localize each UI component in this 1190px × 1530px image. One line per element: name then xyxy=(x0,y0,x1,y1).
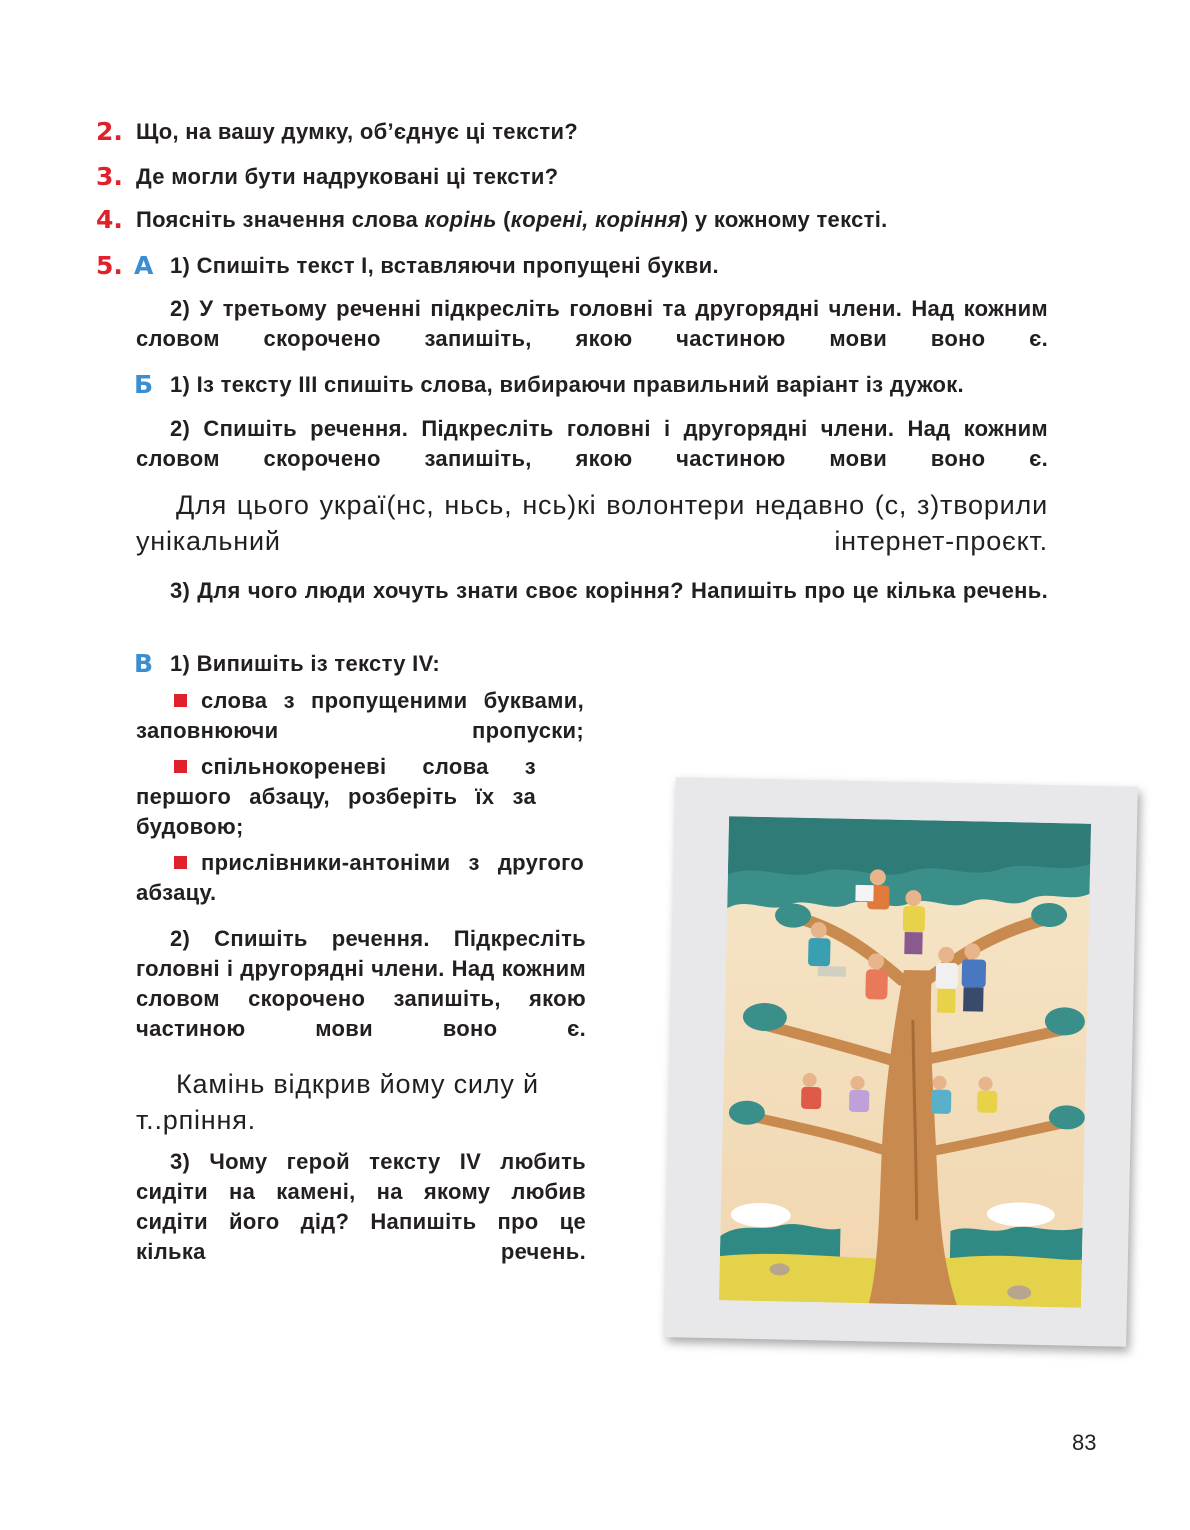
bullet-item-2 xyxy=(136,752,536,842)
level-v-step-1: 1) Випишіть із тексту IV: xyxy=(170,651,440,676)
level-b-step-1: 1) Із тексту ІІІ спишіть слова, вибираючи правильний варіант із дужок. xyxy=(170,372,964,397)
task-4-text xyxy=(136,205,888,235)
level-b-example-sentence: Для цього украї(нс, ньсь, нсь)кі волонтери недавно (с, з)творили унікальний інтернет-проєкт. xyxy=(136,490,1048,556)
task-4-forms: корені, коріння xyxy=(510,207,681,232)
task-4-post: ) у кожному тексті. xyxy=(680,207,888,232)
task-4-pre: Поясніть значення слова xyxy=(136,207,425,232)
task-number-4: 4. xyxy=(96,205,123,234)
level-v-example-sentence: Камінь відкрив йому силу й т..рпіння. xyxy=(136,1069,539,1135)
level-a-letter: А xyxy=(134,251,154,280)
page-number: 83 xyxy=(1072,1430,1097,1455)
task-number-5: 5. xyxy=(96,251,123,280)
level-v-step-3: 3) Чому герой тексту IV любить сидіти на камені, на якому любив сидіти його дід? Напишіть про це кілька речень. xyxy=(136,1149,586,1264)
bullet-text-1: слова з пропущеними буквами, заповнюючи пропуски; xyxy=(136,688,584,743)
bullet-item-3 xyxy=(136,848,584,908)
red-square-bullet-icon xyxy=(174,694,187,707)
level-a-step-2: 2) У третьому реченні підкресліть головні та другорядні члени. Над кожним словом скорочено запишіть, якою частиною мови воно є. xyxy=(136,296,1048,351)
level-v-letter: В xyxy=(134,649,154,678)
task-4-paren: ( xyxy=(496,207,511,232)
red-square-bullet-icon xyxy=(174,856,187,869)
family-tree-illustration-icon xyxy=(719,816,1091,1307)
task-number-2: 2. xyxy=(96,117,123,146)
task-3-text: Де могли бути надруковані ці тексти? xyxy=(136,164,559,189)
task-number-3: 3. xyxy=(96,162,123,191)
level-v-step-2: 2) Спишіть речення. Підкресліть головні і другорядні члени. Над кожним словом скорочено запишіть, якою частиною мови воно є. xyxy=(136,926,586,1041)
task-4-word: корінь xyxy=(424,207,497,232)
level-b-letter: Б xyxy=(134,370,154,399)
level-a-step-1: 1) Спишіть текст І, вставляючи пропущені букви. xyxy=(170,253,719,278)
level-b-step-2: 2) Спишіть речення. Підкресліть головні і другорядні члени. Над кожним словом скорочено запишіть, якою частиною мови воно є. xyxy=(136,416,1048,471)
level-b-step-3: 3) Для чого люди хочуть знати своє коріння? Напишіть про це кілька речень. xyxy=(170,578,1048,603)
bullet-item-1 xyxy=(136,686,584,746)
bullet-text-2: спільнокореневі слова з першого абзацу, розберіть їх за будовою; xyxy=(136,754,536,839)
task-2-text: Що, на вашу думку, об’єднує ці тексти? xyxy=(136,119,579,144)
red-square-bullet-icon xyxy=(174,760,187,773)
bullet-text-3: прислівники-антоніми з другого абзацу. xyxy=(136,850,584,905)
